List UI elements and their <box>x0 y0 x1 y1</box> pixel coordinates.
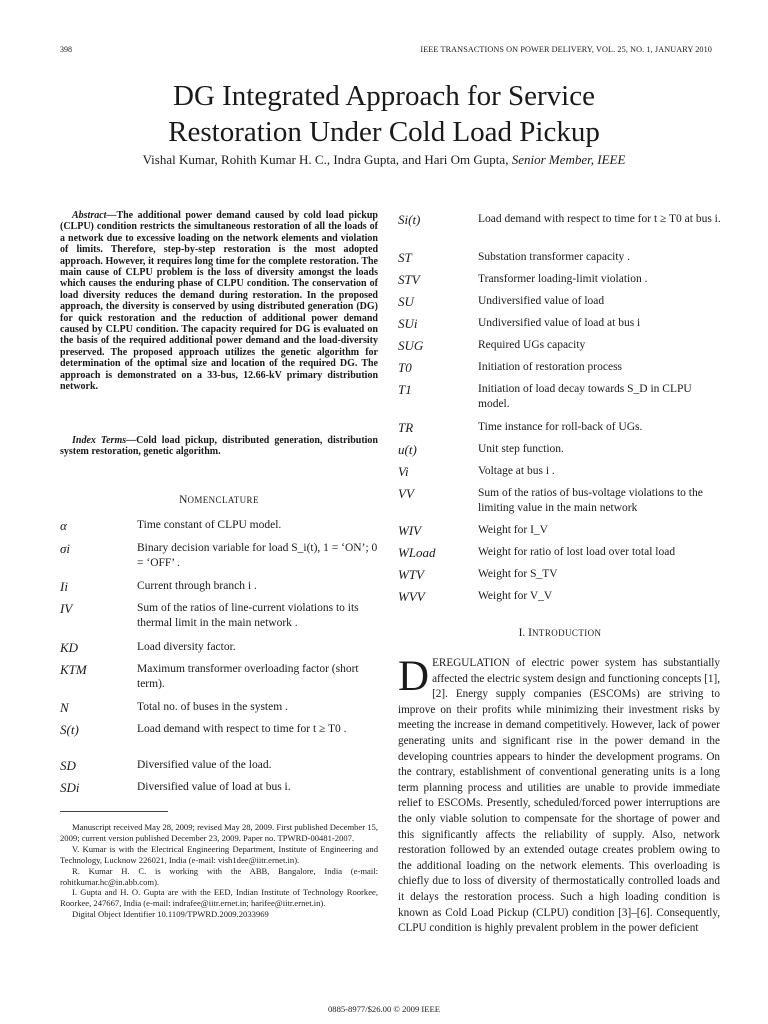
nom-symbol: T1 <box>398 382 412 397</box>
nom-description: Unit step function. <box>478 443 564 455</box>
nom-symbol: N <box>60 700 69 715</box>
nom-description: Load diversity factor. <box>137 641 236 653</box>
nom-description: Load demand with respect to time for t ≥ T0 . <box>137 723 347 735</box>
nom-description: Weight for S_TV <box>478 568 558 580</box>
nomenclature-right <box>398 205 722 610</box>
index-terms-text: Cold load pickup, distributed generation, distribution system restoration, genetic algorithm. <box>60 435 378 458</box>
page-number: 398 <box>60 45 72 54</box>
nom-symbol: KD <box>60 640 79 655</box>
paper-title <box>0 78 768 150</box>
nom-symbol: SD <box>60 758 76 773</box>
nom-description: Total no. of buses in the system . <box>137 701 288 713</box>
nom-symbol: Si(t) <box>398 212 421 227</box>
nom-symbol: ST <box>398 250 412 265</box>
author-affiliation: Senior Member, IEEE <box>511 152 626 167</box>
intro-heading-rest: NTRODUCTION <box>532 628 602 638</box>
nom-description: Load demand with respect to time for t ≥ T0 at bus i. <box>478 213 721 225</box>
nom-symbol: VV <box>398 486 414 501</box>
nom-symbol: STV <box>398 272 420 287</box>
nomenclature-heading-first: N <box>179 494 188 506</box>
footnote-rule <box>60 811 168 812</box>
intro-text: of electric power system has substantially affected the electric system design and functioning concepts [1], [2]. Energy supply companies (ESCOMs) are striving to improve on their profits while minimizing their investment risks by meeting the increase in demand competitively. However, lack of power generating units and significant rise in the power demand in the developing countries appears to hinder the development programs. On the contrary, establishment of conventional generating units is a long term planning process and utilities are unable to provide immediate relief to ESCOMs. Presently, scheduled/forced power interruptions are the only viable solution to compensate for the shortage of power and this significantly affects the reliability of supply. Also, network restoration followed by an extended outage creates problem owing to the additional loading on the network elements. This overloading is chiefly due to loss of diversity of thermostatically controlled loads and it delays the restoration process. Such a high loading condition is known as Cold Load Pickup (CLPU) condition [3]–[6]. Consequently, CLPU condition is highly prevalent problem in the power deficient <box>398 657 720 935</box>
nomenclature-left <box>60 510 380 800</box>
nom-description: Diversified value of load at bus i. <box>137 781 291 793</box>
nom-symbol: SUG <box>398 338 424 353</box>
nom-description: Weight for ratio of lost load over total load <box>478 546 676 558</box>
title-line-1: DG Integrated Approach for Service <box>173 80 595 112</box>
nom-description: Initiation of load decay towards S_D in CLPU model. <box>478 383 692 410</box>
journal-header: IEEE TRANSACTIONS ON POWER DELIVERY, VOL. 25, NO. 1, JANUARY 2010 <box>420 45 712 54</box>
nom-symbol: TR <box>398 420 414 435</box>
index-terms <box>60 435 378 458</box>
nom-description: Diversified value of the load. <box>137 759 272 771</box>
nom-symbol: WLoad <box>398 545 436 560</box>
intro-heading-num: I. <box>518 627 529 639</box>
nom-description: Maximum transformer overloading factor (short term). <box>137 663 359 690</box>
nom-description: Weight for I_V <box>478 524 548 536</box>
nom-description: Sum of the ratios of line-current violations to its thermal limit in the main network . <box>137 602 359 629</box>
nom-symbol: SU <box>398 294 414 309</box>
nom-symbol: WTV <box>398 567 424 582</box>
nom-description: Required UGs capacity <box>478 339 586 351</box>
footnote: R. Kumar H. C. is working with the ABB, Bangalore, India (e-mail: rohitkumar.hc@in.abb.com). <box>60 865 378 887</box>
nom-description: Time constant of CLPU model. <box>137 519 282 531</box>
nom-description: Substation transformer capacity . <box>478 251 631 263</box>
nom-description: Weight for V_V <box>478 590 553 602</box>
nom-symbol: WIV <box>398 523 422 538</box>
nom-description: Time instance for roll-back of UGs. <box>478 421 643 433</box>
nom-symbol: σi <box>60 541 71 556</box>
nom-symbol: IV <box>60 601 73 616</box>
nom-symbol: T0 <box>398 360 412 375</box>
nom-description: Binary decision variable for load S_i(t), 1 = ‘ON’; 0 = ‘OFF’ . <box>137 542 378 569</box>
introduction-heading <box>398 623 722 641</box>
nom-description: Transformer loading-limit violation . <box>478 273 648 285</box>
nom-symbol: u(t) <box>398 442 417 457</box>
abstract-label: Abstract— <box>72 210 117 221</box>
nom-symbol: Ii <box>60 579 68 594</box>
title-line-2: Restoration Under Cold Load Pickup <box>168 116 600 148</box>
footnote: Manuscript received May 28, 2009; revised May 28, 2009. First published December 15, 2009; current version published December 23, 2009. Paper no. TPWRD-00481-2007. <box>60 822 378 843</box>
footnote: Digital Object Identifier 10.1109/TPWRD.2009.2033969 <box>72 909 269 920</box>
abstract-text: The additional power demand caused by cold load pickup (CLPU) condition restricts the simultaneous restoration of all the loads of a network due to excessive loading on the network elements and violation of limits. Therefore, step-by-step restoration is the most adopted approach. However, it requires long time for the complete restoration. The main cause of CLPU problem is the loss of diversity amongst the loads which causes the enduring phase of CLPU condition. The conservation of load diversity reduces the demand during restoration. In the proposed approach, the diversity is conserved by using distributed generation (DG) for quick restoration and the reduction of additional power demand caused by CLPU condition. The capacity required for DG is evaluated on the basis of the required additional power demand and the load-diversity preserved. The proposed approach utilizes the genetic algorithm for determination of the optimal size and location of the required DG. The approach is demonstrated on a 33-bus, 12.66-kV primary distribution network. <box>60 210 378 393</box>
authors: Vishal Kumar, Rohith Kumar H. C., Indra Gupta, and Hari Om Gupta, <box>142 152 509 167</box>
intro-heading-first: I <box>528 627 533 639</box>
nom-symbol: S(t) <box>60 722 79 737</box>
nom-symbol: α <box>60 518 67 533</box>
nom-symbol: WVV <box>398 589 425 604</box>
index-terms-label: Index Terms— <box>72 435 137 446</box>
nom-description: Undiversified value of load at bus i <box>478 317 641 329</box>
author-list <box>0 152 768 168</box>
nomenclature-heading <box>60 490 378 508</box>
copyright-footer: 0885-8977/$26.00 © 2009 IEEE <box>327 1004 441 1014</box>
nom-description: Current through branch i . <box>137 580 257 592</box>
nom-symbol: SUi <box>398 316 418 331</box>
nomenclature-heading-rest: OMENCLATURE <box>187 495 259 505</box>
abstract <box>60 210 378 393</box>
footnote: V. Kumar is with the Electrical Engineering Department, Institute of Engineering and Technology, Lucknow 226021, India (e-mail: vish1dee@iitr.ernet.in). <box>60 843 378 865</box>
introduction-body <box>398 653 720 937</box>
drop-cap: D <box>398 653 430 700</box>
nom-symbol: Vi <box>398 464 409 479</box>
nom-description: Sum of the ratios of bus-voltage violations to the limiting value in the main network <box>478 487 703 514</box>
footnotes <box>60 822 378 920</box>
nom-description: Initiation of restoration process <box>478 361 623 373</box>
footnote: I. Gupta and H. O. Gupta are with the EED, Indian Institute of Technology Roorkee, Roorkee, 247667, India (e-mail: indrafee@iitr.ernet.in; harifee@iitr.ernet.in). <box>60 887 378 909</box>
nom-description: Voltage at bus i . <box>478 465 555 477</box>
nom-symbol: KTM <box>60 662 87 677</box>
nom-description: Undiversified value of load <box>478 295 605 307</box>
nom-symbol: SDi <box>60 780 80 795</box>
intro-first-word: EREGULATION <box>432 657 510 669</box>
